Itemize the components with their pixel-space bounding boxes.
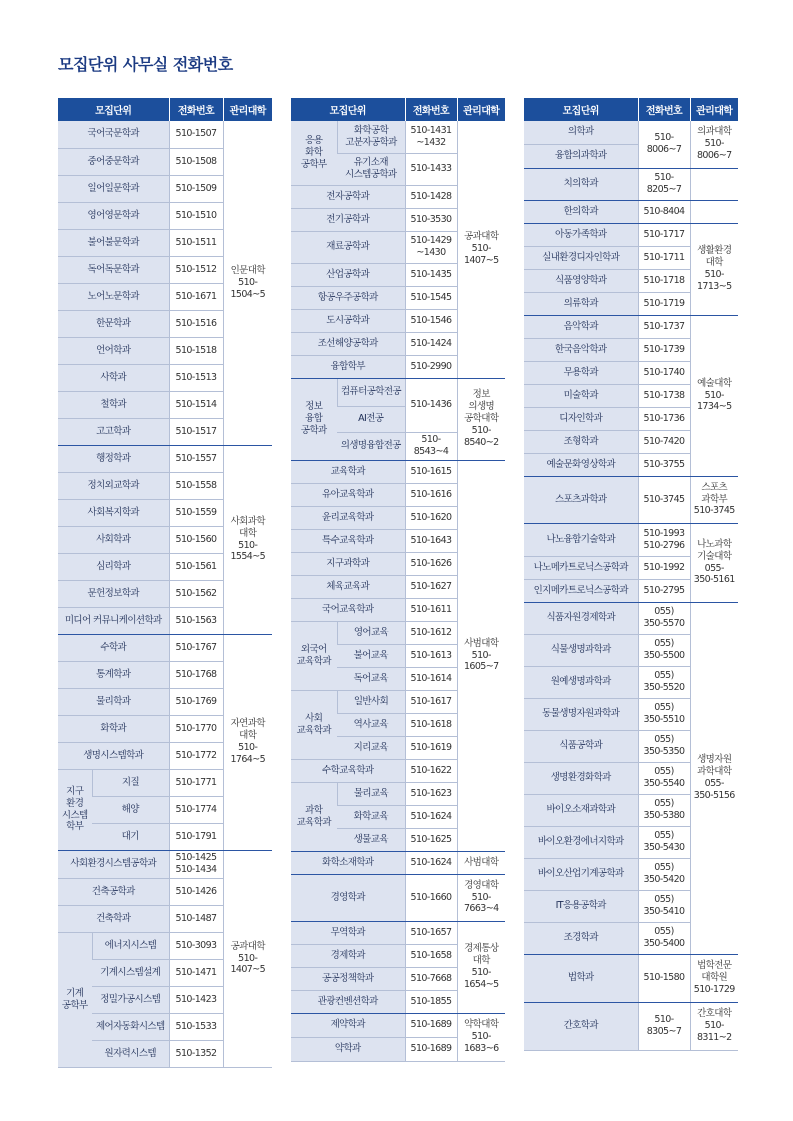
unit-name: 생명환경화학과 — [524, 762, 638, 794]
unit-name: 역사교육 — [337, 713, 405, 736]
unit-phone: 510-1436 — [405, 378, 457, 432]
college-social: 사회과학 대학 510- 1554~5 — [223, 445, 272, 634]
unit-name: 지리교육 — [337, 736, 405, 759]
unit-phone: 510-1487 — [169, 905, 223, 932]
group-foreign-lang-edu: 외국어 교육학과 — [291, 621, 337, 690]
unit-name: 나노메카트로닉스공학과 — [524, 556, 638, 579]
section-engineering-2 — [291, 121, 505, 378]
unit-phone: 510-1517 — [169, 418, 223, 445]
unit-name: 불어불문학과 — [58, 229, 169, 256]
unit-name: 건축학과 — [58, 905, 169, 932]
unit-phone: 510-1689 — [405, 1013, 457, 1037]
unit-phone: 510-3530 — [405, 208, 457, 231]
college-korean-medicine — [690, 200, 738, 223]
college-engineering: 공과대학 510- 1407~5 — [457, 121, 505, 378]
unit-name: 조선해양공학과 — [291, 332, 405, 355]
unit-name: 법학과 — [524, 954, 638, 1002]
unit-name: 지구과학과 — [291, 552, 405, 575]
unit-name: 에너지시스템 — [92, 932, 169, 959]
unit-phone: 510-1512 — [169, 256, 223, 283]
unit-name: 수학과 — [58, 634, 169, 661]
unit-name: 스포츠과학과 — [524, 476, 638, 523]
college-nano: 나노과학 기술대학 055- 350-5161 — [690, 523, 738, 602]
header-phone: 전화번호 — [405, 98, 457, 121]
section-education — [291, 460, 505, 851]
unit-name: 식품자원경제학과 — [524, 602, 638, 634]
college-dental — [690, 168, 738, 200]
unit-name: 심리학과 — [58, 553, 169, 580]
unit-phone: 510-1613 — [405, 644, 457, 667]
unit-name: 융합의과학과 — [524, 144, 638, 168]
unit-phone: 510-1429 ~1430 — [405, 231, 457, 263]
unit-phone: 510-1514 — [169, 391, 223, 418]
unit-phone: 510-2990 — [405, 355, 457, 378]
unit-name: 물리학과 — [58, 688, 169, 715]
group-info: 정보 융합 공학과 — [291, 378, 337, 460]
section-engineering-1 — [58, 850, 272, 1067]
unit-phone: 510-1772 — [169, 742, 223, 769]
unit-name: 물리교육 — [337, 782, 405, 805]
unit-name: 일어일문학과 — [58, 175, 169, 202]
unit-name: 노어노문학과 — [58, 283, 169, 310]
unit-phone: 510-1509 — [169, 175, 223, 202]
header-unit: 모집단위 — [524, 98, 638, 121]
unit-phone: 510-1643 — [405, 529, 457, 552]
unit-phone: 510-1431 ~1432 — [405, 121, 457, 153]
college-medicine: 의과대학 510- 8006~7 — [690, 121, 738, 168]
unit-name: 조경학과 — [524, 922, 638, 954]
unit-phone: 510-1619 — [405, 736, 457, 759]
unit-name: 경제학과 — [291, 944, 405, 967]
unit-phone: 510- 8205~7 — [638, 168, 690, 200]
college-arts: 예술대학 510- 1734~5 — [690, 315, 738, 476]
unit-name: 문헌정보학과 — [58, 580, 169, 607]
section-nano — [524, 523, 738, 602]
unit-name: 동물생명자원과학과 — [524, 698, 638, 730]
header-phone: 전화번호 — [169, 98, 223, 121]
section-chem-materials — [291, 851, 505, 874]
section-bio-resources — [524, 602, 738, 954]
unit-name: 지질 — [92, 769, 169, 796]
unit-name: 산업공학과 — [291, 263, 405, 286]
unit-name: 전기공학과 — [291, 208, 405, 231]
unit-phone: 055) 350-5430 — [638, 826, 690, 858]
unit-phone: 510-1992 — [638, 556, 690, 579]
unit-phone: 510-1518 — [169, 337, 223, 364]
unit-name: 조형학과 — [524, 430, 638, 453]
unit-phone: 510-1580 — [638, 954, 690, 1002]
unit-name: 미술학과 — [524, 384, 638, 407]
unit-phone: 510-1428 — [405, 185, 457, 208]
unit-name: 제어자동화시스템 — [92, 1013, 169, 1040]
unit-name: 원자력시스템 — [92, 1040, 169, 1067]
unit-name: 화학소재학과 — [291, 851, 405, 874]
unit-phone: 510-1993 510-2796 — [638, 523, 690, 556]
unit-phone: 510-1471 — [169, 959, 223, 986]
unit-name: 유기소재 시스템공학과 — [337, 153, 405, 185]
unit-phone: 055) 350-5400 — [638, 922, 690, 954]
phone-table-1 — [58, 98, 272, 1068]
group-science-edu: 과학 교육학과 — [291, 782, 337, 851]
unit-phone: 510-1774 — [169, 796, 223, 823]
unit-phone: 510-1739 — [638, 338, 690, 361]
unit-name: 미디어 커뮤니케이션학과 — [58, 607, 169, 634]
unit-name: 디자인학과 — [524, 407, 638, 430]
unit-phone: 510-1508 — [169, 148, 223, 175]
college-education-2: 사범대학 — [457, 851, 505, 874]
unit-phone: 510-1433 — [405, 153, 457, 185]
college-bio-resources: 생명자원 과학대학 055- 350-5156 — [690, 602, 738, 954]
unit-phone: 510-1616 — [405, 483, 457, 506]
unit-name: 행정학과 — [58, 445, 169, 472]
unit-name: 예술문화영상학과 — [524, 453, 638, 476]
section-business — [291, 874, 505, 921]
section-arts — [524, 315, 738, 476]
unit-phone: 510-1624 — [405, 851, 457, 874]
section-sports — [524, 476, 738, 523]
unit-name: 기계시스템설계 — [92, 959, 169, 986]
unit-name: 간호학과 — [524, 1002, 638, 1050]
unit-name: 의류학과 — [524, 292, 638, 315]
header-college: 관리대학 — [457, 98, 505, 121]
unit-phone: 510-3745 — [638, 476, 690, 523]
unit-phone: 510-1660 — [405, 874, 457, 921]
unit-name: 컴퓨터공학전공 — [337, 378, 405, 406]
unit-phone: 055) 350-5500 — [638, 634, 690, 666]
unit-phone: 510-1560 — [169, 526, 223, 553]
unit-name: 치의학과 — [524, 168, 638, 200]
unit-name: 전자공학과 — [291, 185, 405, 208]
unit-name: 독어교육 — [337, 667, 405, 690]
unit-phone: 510-1545 — [405, 286, 457, 309]
unit-name: 아동가족학과 — [524, 223, 638, 246]
header-college: 관리대학 — [690, 98, 738, 121]
unit-phone: 510-8404 — [638, 200, 690, 223]
college-pharmacy: 약학대학 510- 1683~6 — [457, 1013, 505, 1061]
unit-phone: 510-1620 — [405, 506, 457, 529]
phone-table-3 — [524, 98, 738, 1051]
unit-phone: 510-1625 — [405, 828, 457, 851]
group-social-edu: 사회 교육학과 — [291, 690, 337, 759]
unit-name: 독어독문학과 — [58, 256, 169, 283]
unit-name: IT응용공학과 — [524, 890, 638, 922]
unit-phone: 510-1426 — [169, 878, 223, 905]
section-medicine — [524, 121, 738, 168]
unit-phone: 510-1671 — [169, 283, 223, 310]
unit-phone: 510-1622 — [405, 759, 457, 782]
unit-name: 한국음악학과 — [524, 338, 638, 361]
college-business: 경영대학 510- 7663~4 — [457, 874, 505, 921]
unit-phone: 510-1424 — [405, 332, 457, 355]
section-natural-science — [58, 634, 272, 850]
unit-phone: 510-1562 — [169, 580, 223, 607]
unit-phone: 055) 350-5420 — [638, 858, 690, 890]
college-engineering: 공과대학 510- 1407~5 — [223, 850, 272, 1067]
page-title: 모집단위 사무실 전화번호 — [58, 55, 233, 74]
unit-name: 해양 — [92, 796, 169, 823]
unit-name: 바이오소재과학과 — [524, 794, 638, 826]
college-education: 사범대학 510- 1605~7 — [457, 460, 505, 851]
unit-name: 제약학과 — [291, 1013, 405, 1037]
unit-name: 나노융합기술학과 — [524, 523, 638, 556]
unit-name: 통계학과 — [58, 661, 169, 688]
unit-phone: 510-1717 — [638, 223, 690, 246]
unit-name: 사회학과 — [58, 526, 169, 553]
unit-phone: 510- 8006~7 — [638, 121, 690, 168]
section-humanities — [58, 121, 272, 445]
header-phone: 전화번호 — [638, 98, 690, 121]
unit-phone: 510-1614 — [405, 667, 457, 690]
unit-phone: 510-3093 — [169, 932, 223, 959]
unit-phone: 055) 350-5520 — [638, 666, 690, 698]
unit-phone: 055) 350-5510 — [638, 698, 690, 730]
unit-name: 유아교육학과 — [291, 483, 405, 506]
unit-name: 도시공학과 — [291, 309, 405, 332]
group-mechanical: 기계 공학부 — [58, 932, 92, 1067]
unit-phone: 510-1624 — [405, 805, 457, 828]
unit-name: 교육학과 — [291, 460, 405, 483]
unit-name: 생물교육 — [337, 828, 405, 851]
unit-phone: 510-1352 — [169, 1040, 223, 1067]
unit-name: 원예생명과학과 — [524, 666, 638, 698]
unit-name: 중어중문학과 — [58, 148, 169, 175]
unit-phone: 510-1657 — [405, 921, 457, 944]
unit-name: 화학교육 — [337, 805, 405, 828]
unit-name: 의생명융합전공 — [337, 432, 405, 460]
unit-name: 체육교육과 — [291, 575, 405, 598]
unit-name: 한의학과 — [524, 200, 638, 223]
unit-phone: 510-1767 — [169, 634, 223, 661]
college-nursing: 간호대학 510- 8311~2 — [690, 1002, 738, 1050]
unit-phone: 510-1711 — [638, 246, 690, 269]
unit-phone: 510-1689 — [405, 1037, 457, 1061]
unit-name: 의학과 — [524, 121, 638, 144]
unit-name: 정치외교학과 — [58, 472, 169, 499]
unit-phone: 510-1738 — [638, 384, 690, 407]
unit-name: 국어국문학과 — [58, 121, 169, 148]
unit-phone: 055) 350-5410 — [638, 890, 690, 922]
unit-name: 철학과 — [58, 391, 169, 418]
section-dental — [524, 168, 738, 200]
college-human-ecology: 생활환경 대학 510- 1713~5 — [690, 223, 738, 315]
unit-phone: 510-1615 — [405, 460, 457, 483]
unit-name: 고고학과 — [58, 418, 169, 445]
unit-name: 바이오산업기계공학과 — [524, 858, 638, 890]
college-natural: 자연과학 대학 510- 1764~5 — [223, 634, 272, 850]
unit-name: 화학공학 고분자공학과 — [337, 121, 405, 153]
college-sports: 스포츠 과학부 510-3745 — [690, 476, 738, 523]
section-nursing — [524, 1002, 738, 1050]
college-humanities: 인문대학 510- 1504~5 — [223, 121, 272, 445]
unit-name: 한문학과 — [58, 310, 169, 337]
section-economics — [291, 921, 505, 1013]
unit-phone: 510-1516 — [169, 310, 223, 337]
section-social-science — [58, 445, 272, 634]
unit-name: 식품공학과 — [524, 730, 638, 762]
unit-name: 일반사회 — [337, 690, 405, 713]
unit-phone: 510-1658 — [405, 944, 457, 967]
unit-phone: 510-1425 510-1434 — [169, 850, 223, 878]
unit-name: 국어교육학과 — [291, 598, 405, 621]
unit-phone: 510-1563 — [169, 607, 223, 634]
unit-name: 윤리교육학과 — [291, 506, 405, 529]
unit-phone: 510-1507 — [169, 121, 223, 148]
unit-phone: 510-1791 — [169, 823, 223, 850]
section-info-convergence — [291, 378, 505, 460]
unit-phone: 510-2795 — [638, 579, 690, 602]
unit-phone: 510-1510 — [169, 202, 223, 229]
unit-phone: 510-1623 — [405, 782, 457, 805]
unit-phone: 510-1533 — [169, 1013, 223, 1040]
section-pharmacy — [291, 1013, 505, 1061]
unit-phone: 510-1855 — [405, 990, 457, 1013]
unit-phone: 510-1736 — [638, 407, 690, 430]
header-unit: 모집단위 — [291, 98, 405, 121]
unit-name: 융합학부 — [291, 355, 405, 378]
unit-name: 인지메카트로닉스공학과 — [524, 579, 638, 602]
unit-name: 재료공학과 — [291, 231, 405, 263]
unit-phone: 510-1558 — [169, 472, 223, 499]
unit-name: 음악학과 — [524, 315, 638, 338]
unit-phone: 510-1626 — [405, 552, 457, 575]
unit-phone: 510-1559 — [169, 499, 223, 526]
college-info: 정보 의생명 공학대학 510- 8540~2 — [457, 378, 505, 460]
unit-phone: 510-1611 — [405, 598, 457, 621]
unit-phone: 510-7668 — [405, 967, 457, 990]
unit-phone: 510-1618 — [405, 713, 457, 736]
unit-name: 사회복지학과 — [58, 499, 169, 526]
unit-name: 정밀가공시스템 — [92, 986, 169, 1013]
unit-phone: 510- 8305~7 — [638, 1002, 690, 1050]
unit-phone: 510-1718 — [638, 269, 690, 292]
unit-phone: 510-1769 — [169, 688, 223, 715]
unit-phone: 510-1561 — [169, 553, 223, 580]
unit-phone: 055) 350-5540 — [638, 762, 690, 794]
header-college: 관리대학 — [223, 98, 272, 121]
unit-name: 공공정책학과 — [291, 967, 405, 990]
unit-phone: 510-1612 — [405, 621, 457, 644]
unit-name: 항공우주공학과 — [291, 286, 405, 309]
section-korean-medicine — [524, 200, 738, 223]
college-law: 법학전문 대학원 510-1729 — [690, 954, 738, 1002]
unit-name: 영어교육 — [337, 621, 405, 644]
unit-phone: 055) 350-5350 — [638, 730, 690, 762]
unit-phone: 510-1435 — [405, 263, 457, 286]
unit-phone: 510-1546 — [405, 309, 457, 332]
unit-name: 무용학과 — [524, 361, 638, 384]
unit-phone: 510-1423 — [169, 986, 223, 1013]
unit-name: 대기 — [92, 823, 169, 850]
unit-phone: 510-1557 — [169, 445, 223, 472]
unit-name: 실내환경디자인학과 — [524, 246, 638, 269]
unit-name: 수학교육학과 — [291, 759, 405, 782]
unit-phone: 510-7420 — [638, 430, 690, 453]
unit-name: 불어교육 — [337, 644, 405, 667]
unit-name: 식물생명과학과 — [524, 634, 638, 666]
unit-phone: 055) 350-5380 — [638, 794, 690, 826]
unit-phone: 510-1771 — [169, 769, 223, 796]
unit-phone: 055) 350-5570 — [638, 602, 690, 634]
unit-name: 경영학과 — [291, 874, 405, 921]
unit-phone: 510-3755 — [638, 453, 690, 476]
unit-name: 화학과 — [58, 715, 169, 742]
unit-name: 영어영문학과 — [58, 202, 169, 229]
unit-name: 바이오환경에너지학과 — [524, 826, 638, 858]
unit-phone: 510-1737 — [638, 315, 690, 338]
unit-name: 사회환경시스템공학과 — [58, 850, 169, 878]
unit-phone: 510-1511 — [169, 229, 223, 256]
unit-name: 사학과 — [58, 364, 169, 391]
unit-phone: 510- 8543~4 — [405, 432, 457, 460]
unit-name: 관광컨벤션학과 — [291, 990, 405, 1013]
unit-phone: 510-1719 — [638, 292, 690, 315]
unit-name: 특수교육학과 — [291, 529, 405, 552]
section-law — [524, 954, 738, 1002]
group-applied-chem: 응용 화학 공학부 — [291, 121, 337, 185]
college-economics: 경제통상 대학 510- 1654~5 — [457, 921, 505, 1013]
unit-name: 약학과 — [291, 1037, 405, 1061]
section-human-ecology — [524, 223, 738, 315]
unit-phone: 510-1513 — [169, 364, 223, 391]
header-unit: 모집단위 — [58, 98, 169, 121]
group-earth: 지구 환경 시스템 학부 — [58, 769, 92, 850]
unit-phone: 510-1627 — [405, 575, 457, 598]
unit-name: 언어학과 — [58, 337, 169, 364]
unit-phone: 510-1770 — [169, 715, 223, 742]
unit-name: AI전공 — [337, 406, 405, 432]
unit-name: 건축공학과 — [58, 878, 169, 905]
unit-phone: 510-1617 — [405, 690, 457, 713]
phone-table-2 — [291, 98, 505, 1062]
unit-phone: 510-1768 — [169, 661, 223, 688]
unit-phone: 510-1740 — [638, 361, 690, 384]
unit-name: 생명시스템학과 — [58, 742, 169, 769]
unit-name: 무역학과 — [291, 921, 405, 944]
unit-name: 식품영양학과 — [524, 269, 638, 292]
